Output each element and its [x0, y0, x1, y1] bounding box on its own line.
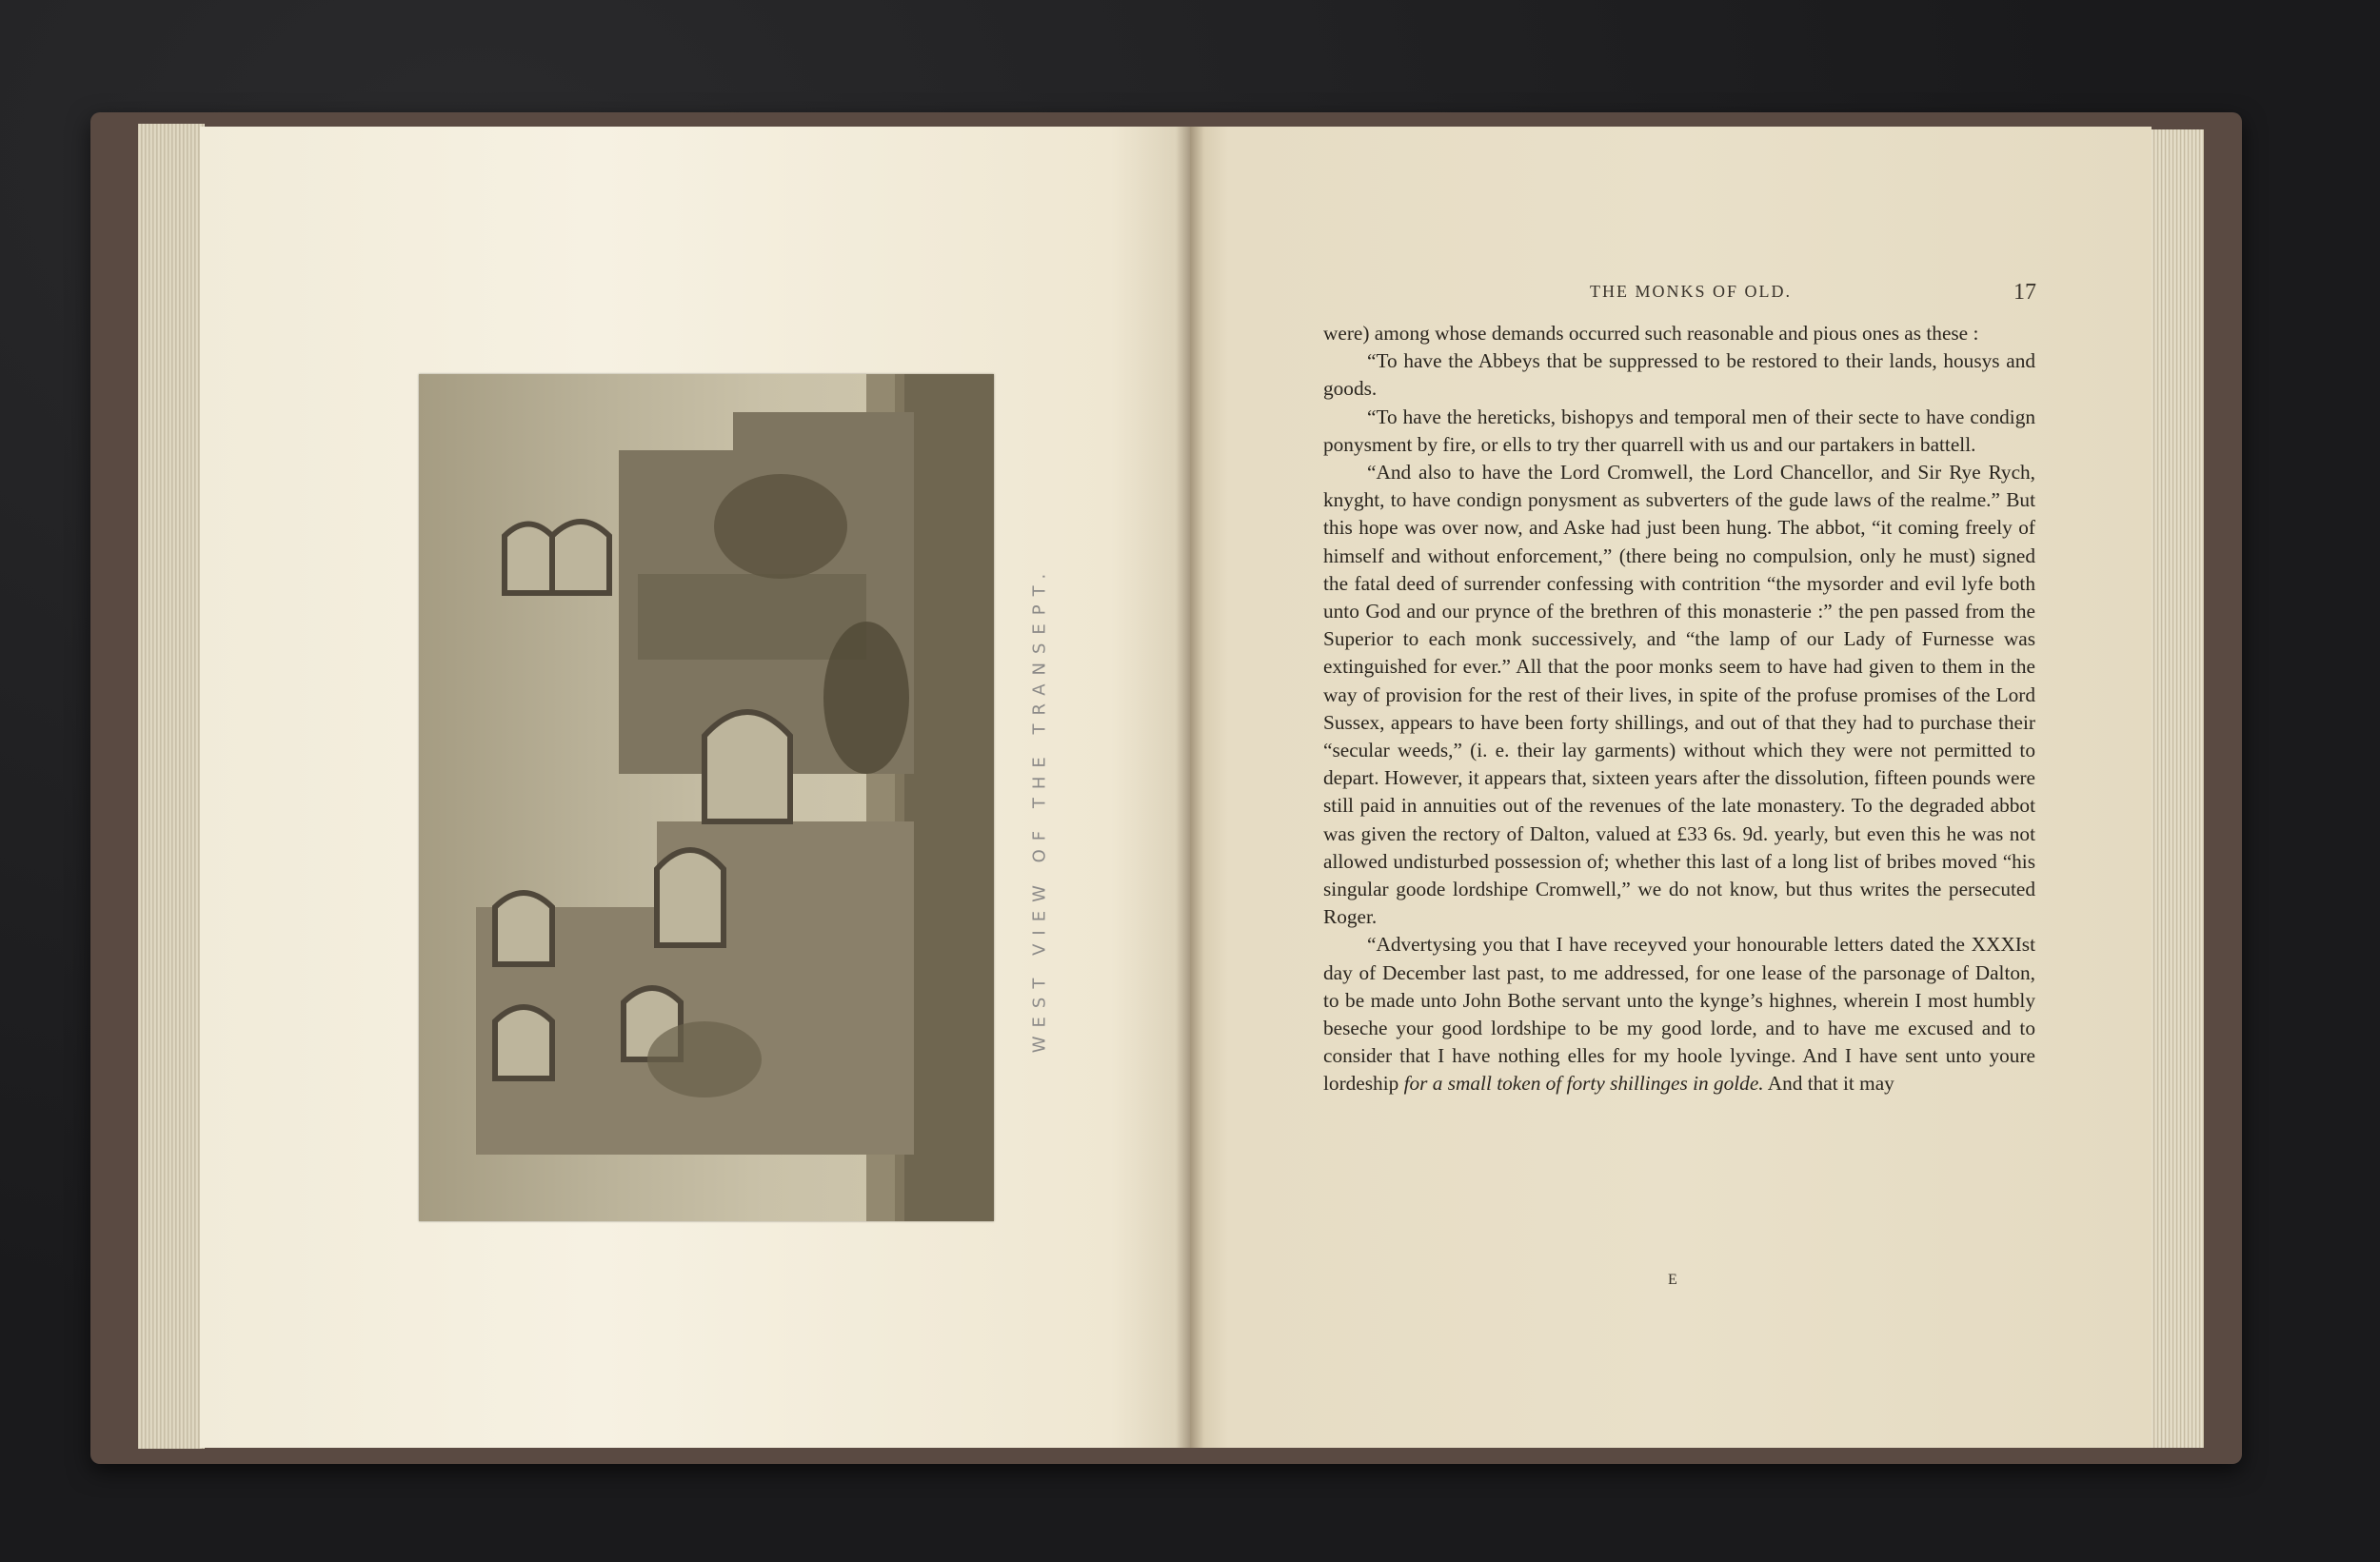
signature-mark: E [1668, 1272, 1678, 1288]
book-gutter [1176, 127, 1204, 1448]
closing-text: And that it may [1763, 1072, 1894, 1096]
plate-caption: WEST VIEW OF THE TRANSEPT. [1029, 564, 1050, 1054]
letter-text: “Advertysing you that I have receyved your honourable letters dated the XXXIst day of December last past, to me addressed, for one lease of the parsonage of Dalton, to be made unto John Bothe servant unto the kynge’s highnes, wherein I most humbly beseche your good lordshipe to be my good lorde, and to have me excused and to consider that I have nothing elles for my hoole lyvinge. And I have sent unto youre lordeship [1323, 933, 2035, 1096]
right-page-edges [2147, 129, 2204, 1448]
paragraph: “To have the hereticks, bishopys and temporal men of their secte to have condign ponysment by fire, or ells to try ther quarrell with us and our partakers in battell. [1323, 405, 2035, 456]
left-page-edges [138, 124, 205, 1449]
abbey-ruin-photograph [419, 374, 994, 1221]
paragraph: “And also to have the Lord Cromwell, the Lord Chancellor, and Sir Rye Rych, knyght, to have condign ponysment as subverters of the gude laws of the realme.” But this hope was over now, and Aske had just been hung. The abbot, “it coming freely of himself and without enforcement,” (there being no compulsion, only he must) signed the fatal deed of surrender confessing with contrition “the mysorder and evil lyfe both unto God and our prynce of the brethren of this monasterie :” the pen passed from the Superior to each monk successively, and “the lamp of our Lady of Furnesse was extinguished for ever.” All that the poor monks seem to have had given to them in the way of provision for the rest of their lives, in spite of the profuse promises of the Lord Sussex, appears to have been forty shillings, and out of that they had to purchase their “secular weeds,” (i. e. their lay garments) without which they were not permitted to depart. However, it appears that, sixteen years after the dissolution, fifteen pounds were still paid in annuities out of the revenues of the late monastery. To the degraded abbot was given the rectory of Dalton, valued at £33 6s. 9d. yearly, but even this he was not allowed undisturbed possession of; whether this last of a long list of bribes moved “his singular goode lordshipe Cromwell,” we do not know, but thus writes the persecuted Roger. [1323, 461, 2035, 929]
italic-phrase: for a small token of forty shillinges in golde. [1403, 1072, 1764, 1096]
paragraph: were) among whose demands occurred such reasonable and pious ones as these : [1323, 322, 1979, 345]
paragraph: “To have the Abbeys that be suppressed to be restored to their lands, housys and goods. [1323, 349, 2035, 401]
abbey-ruin-illustration [419, 374, 994, 1221]
page-body-text [1323, 320, 2035, 1098]
paragraph-letter [1323, 931, 2035, 1097]
running-head: THE MONKS OF OLD. [1590, 282, 1793, 301]
page-number: 17 [2013, 280, 2036, 305]
